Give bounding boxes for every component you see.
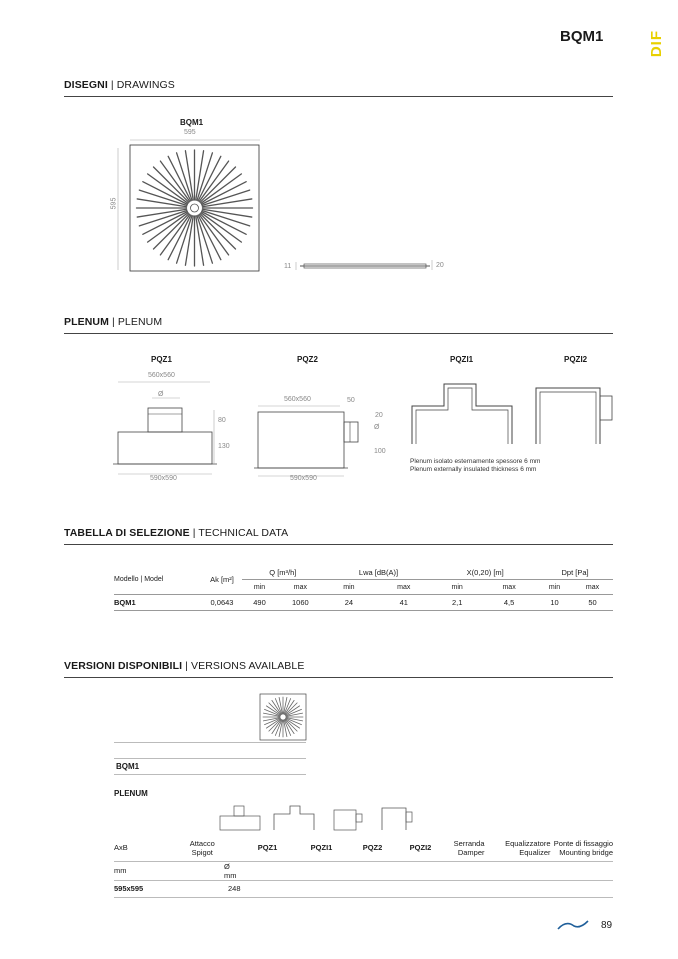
col-pqzi1: PQZI1 — [295, 835, 349, 861]
plenum-rule — [64, 333, 613, 334]
pqz2-dim-diam: Ø — [374, 424, 380, 431]
col-pqzi2: PQZI2 — [397, 835, 445, 861]
col-attacco: Attacco Spigot — [164, 835, 241, 861]
tech-rule — [64, 544, 613, 545]
pqz2-dim-100: 100 — [374, 448, 386, 455]
pqz2-drawing — [250, 392, 380, 482]
plenum-heading: PLENUM | PLENUM — [64, 316, 163, 328]
sub-min: min — [433, 580, 481, 595]
sub-max: max — [277, 580, 324, 595]
plenum-label-pqz2: PQZ2 — [297, 355, 318, 364]
pqz1-dim-top: 560x560 — [148, 372, 175, 379]
pqz2-dim-50: 50 — [347, 397, 355, 404]
sub-max: max — [572, 580, 613, 595]
sub-min: min — [242, 580, 277, 595]
col-serranda: Serranda Damper — [445, 835, 485, 861]
versions-divider-3 — [114, 774, 306, 775]
versions-heading: VERSIONI DISPONIBILI | VERSIONS AVAILABLE — [64, 660, 305, 672]
sub-min: min — [537, 580, 572, 595]
diffuser-side-drawing — [280, 258, 450, 278]
dim-height: 595 — [110, 197, 118, 210]
versions-divider-2 — [114, 758, 306, 759]
version-model: BQM1 — [116, 762, 140, 771]
drawings-heading: DISEGNI | DRAWINGS — [64, 79, 175, 91]
col-ak: Ak [m²] — [202, 565, 242, 595]
pqz1-dim-130: 130 — [218, 443, 230, 450]
col-bridge: Ponte di fissaggio Mounting bridge — [551, 835, 613, 861]
table-row: 595x595 248 — [114, 880, 613, 897]
versions-divider — [114, 742, 306, 743]
diffuser-thumbnail — [258, 692, 308, 742]
sub-max: max — [374, 580, 433, 595]
diffuser-front-drawing — [110, 136, 270, 276]
pqz1-dim-bottom: 590x590 — [150, 475, 177, 482]
sub-min: min — [324, 580, 374, 595]
page-number: 89 — [601, 920, 613, 931]
col-pqz1: PQZ1 — [241, 835, 295, 861]
plenum-sub-label: PLENUM — [114, 789, 148, 798]
col-q: Q [m³/h] — [242, 565, 324, 580]
dim-thickness: 11 — [284, 263, 292, 270]
drawings-rule — [64, 96, 613, 97]
page-title: BQM1 — [560, 28, 604, 45]
brand-logo — [556, 918, 590, 932]
section-tag: DIF — [648, 30, 665, 58]
col-model: Modello | Model — [114, 565, 202, 595]
col-dp: Dpt [Pa] — [537, 565, 613, 580]
drawing-model-label: BQM1 — [180, 118, 204, 127]
pqz2-dim-bottom: 590x590 — [290, 475, 317, 482]
versions-rule — [64, 677, 613, 678]
plenum-note-en: Plenum externally insulated thickness 6 mm — [410, 466, 537, 473]
versions-table — [114, 835, 613, 898]
sub-max: max — [481, 580, 537, 595]
pqz1-drawing — [110, 380, 230, 480]
tech-table — [114, 565, 613, 611]
plenum-label-pqz1: PQZ1 — [151, 355, 172, 364]
dim-depth: 20 — [436, 262, 444, 269]
col-pqz2: PQZ2 — [349, 835, 397, 861]
plenum-note-it: Plenum isolato esternamente spessore 6 mm — [410, 458, 541, 465]
pqz1-dim-diam: Ø — [158, 391, 164, 398]
col-lwa: Lwa [dB(A)] — [324, 565, 434, 580]
pqz1-dim-80: 80 — [218, 417, 226, 424]
table-row: BQM1 0,0643 490 1060 24 41 2,1 4,5 10 50 — [114, 595, 613, 611]
plenum-label-pqzi1: PQZI1 — [450, 355, 474, 364]
plenum-label-pqzi2: PQZI2 — [564, 355, 588, 364]
table-row: mm Ø mm — [114, 861, 613, 880]
plenum-thumbnails — [218, 802, 418, 832]
col-axb: AxB — [114, 835, 164, 861]
pqzi1-drawing — [408, 378, 520, 448]
col-x: X(0,20) [m] — [433, 565, 537, 580]
dim-width: 595 — [184, 129, 196, 136]
pqz2-dim-20: 20 — [375, 412, 383, 419]
pqz2-dim-top: 560x560 — [284, 396, 311, 403]
col-equalizer: Equalizzatore Equalizer — [485, 835, 551, 861]
tech-heading: TABELLA DI SELEZIONE | TECHNICAL DATA — [64, 527, 289, 539]
pqzi2-drawing — [532, 384, 622, 446]
